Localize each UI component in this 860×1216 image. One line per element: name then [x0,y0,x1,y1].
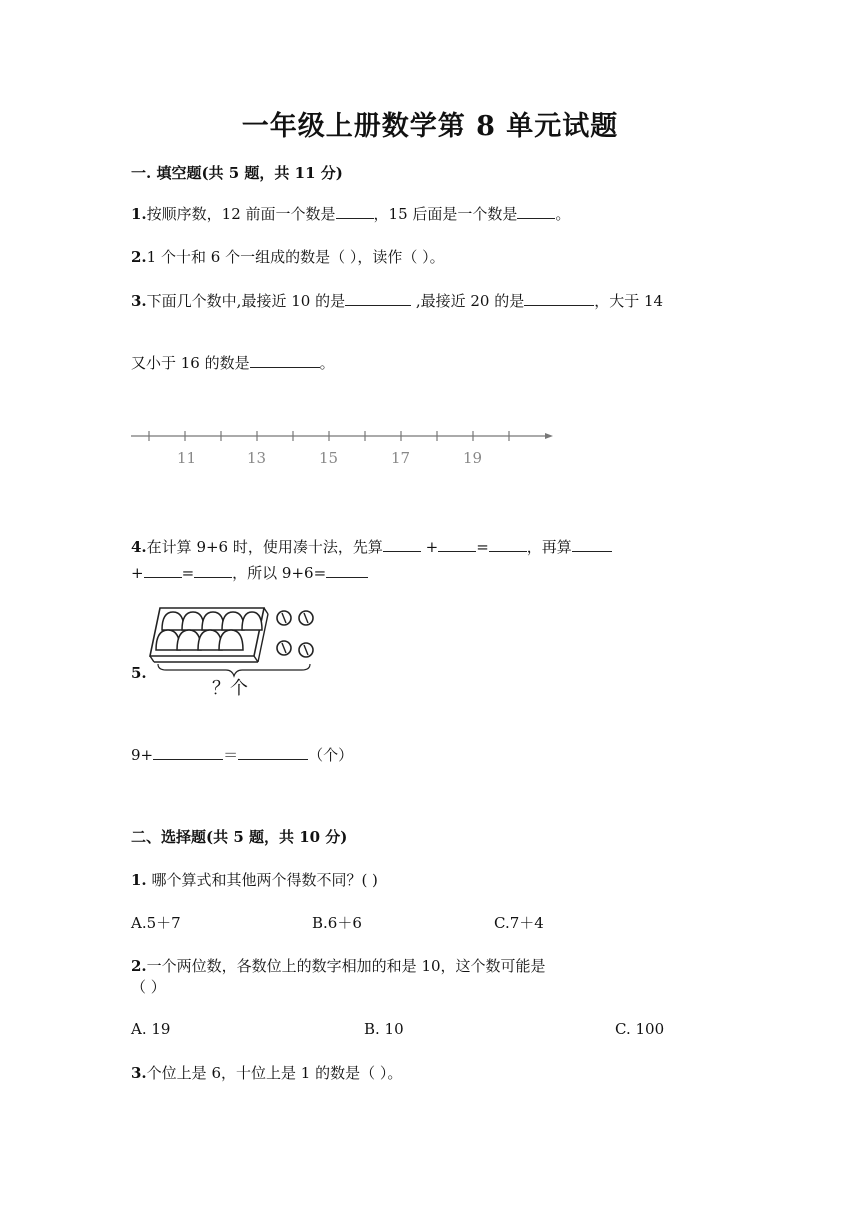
answer-blank[interactable] [438,537,476,552]
figure-caption: ？个 [212,678,248,699]
question-1-3 [131,290,663,311]
answer-blank[interactable] [144,563,182,578]
question-number: 4. [131,538,147,556]
option-a[interactable]: A.5＋7 [131,914,181,932]
question-text: = [476,538,489,556]
question-text: + [420,538,439,556]
question-text: （个） [308,746,354,764]
answer-blank[interactable] [326,563,368,578]
question-1-4-line2 [131,562,368,583]
question-text: + [131,564,144,582]
question-text: 按顺序数，12 前面一个数是 [146,205,336,223]
number-line-label: 11 [177,449,197,467]
answer-blank[interactable] [345,291,411,306]
question-text: 。 [555,205,571,223]
option-a[interactable]: A. 19 [131,1020,171,1038]
number-line-label: 17 [391,449,411,467]
page-title: 一年级上册数学第 8 单元试题 [241,111,619,142]
answer-blank[interactable] [572,537,612,552]
option-c[interactable]: C.7＋4 [494,914,544,932]
answer-blank[interactable] [153,745,223,760]
question-text: ，15 后面是一个数是 [373,205,518,223]
question-text: 在计算 9+6 时，使用凑十法，先算 [146,538,383,556]
question-text: 1 个十和 6 个一组成的数是（ ），读作（ ）。 [146,248,445,266]
answer-blank[interactable] [524,291,594,306]
question-2-2 [131,955,546,976]
question-number: 2. [131,957,147,975]
option-b[interactable]: B.6＋6 [312,914,362,932]
question-1-3-line2 [131,352,335,373]
question-text: ，大于 14 [594,292,664,310]
question-text: ，所以 9+6= [232,564,327,582]
question-2-2-paren: （ ） [131,978,166,996]
question-text: 下面几个数中,最接近 10 的是 [146,292,346,310]
question-text: 。 [319,354,335,372]
number-line-label: 13 [247,449,267,467]
question-text: 又小于 16 的数是 [131,354,250,372]
question-number: 5. [131,664,147,682]
answer-blank[interactable] [383,537,421,552]
answer-blank[interactable] [238,745,308,760]
question-text: = [181,564,195,582]
question-2-3 [131,1062,402,1083]
egg-carton-figure [146,600,326,704]
number-line-arrow [545,433,553,439]
number-line-label: 15 [319,449,339,467]
question-text: 个位上是 6，十位上是 1 的数是（ ）。 [146,1064,403,1082]
section-1-heading: 一. 填空题(共 5 题，共 11 分) [131,164,343,182]
question-1-5-equation [131,744,353,765]
question-text: ，再算 [526,538,572,556]
number-line-figure [125,424,565,470]
question-text: ＝ [223,746,239,764]
answer-blank[interactable] [336,204,374,219]
question-text: 9+ [131,746,154,764]
option-c[interactable]: C. 100 [615,1020,665,1038]
question-1-4 [131,536,612,557]
answer-blank[interactable] [194,563,232,578]
question-number: 3. [131,1064,147,1082]
answer-blank[interactable] [489,537,527,552]
question-text: 一个两位数，各数位上的数字相加的和是 10，这个数可能是 [146,957,546,975]
question-number: 3. [131,292,147,310]
answer-blank[interactable] [250,353,320,368]
number-line-label: 19 [463,449,483,467]
question-number: 1. [131,205,147,223]
question-number: 1. [131,871,147,889]
answer-blank[interactable] [517,204,555,219]
question-1-1 [131,203,570,224]
question-number: 2. [131,248,147,266]
question-text: ,最接近 20 的是 [411,292,525,310]
section-2-heading: 二、选择题(共 5 题，共 10 分) [131,828,348,846]
option-b[interactable]: B. 10 [364,1020,404,1038]
question-1-2 [131,246,445,267]
question-1-5-number [131,664,147,682]
question-2-1 [131,869,378,890]
question-text: 哪个算式和其他两个得数不同？( ) [146,871,378,889]
